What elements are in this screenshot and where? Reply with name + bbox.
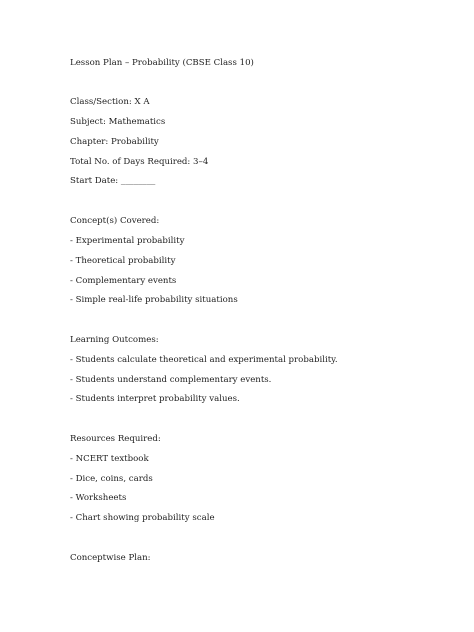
list-item: - Students calculate theoretical and experimental probability. — [70, 355, 338, 365]
total-days: Total No. of Days Required: 3–4 — [70, 157, 209, 167]
outcomes-heading: Learning Outcomes: — [70, 335, 159, 345]
list-item: - Chart showing probability scale — [70, 513, 215, 523]
list-item: - Dice, coins, cards — [70, 474, 153, 484]
list-item: - Theoretical probability — [70, 256, 176, 266]
list-item: - Students interpret probability values. — [70, 394, 240, 404]
document-title: Lesson Plan – Probability (CBSE Class 10) — [70, 58, 254, 68]
chapter: Chapter: Probability — [70, 137, 159, 147]
list-item: - Complementary events — [70, 276, 177, 286]
concepts-heading: Concept(s) Covered: — [70, 216, 160, 226]
list-item: - Worksheets — [70, 493, 127, 503]
start-date: Start Date: ________ — [70, 176, 156, 186]
list-item: - Experimental probability — [70, 236, 185, 246]
class-section: Class/Section: X A — [70, 97, 150, 107]
plan-heading: Conceptwise Plan: — [70, 553, 151, 563]
resources-heading: Resources Required: — [70, 434, 161, 444]
list-item: - Students understand complementary events. — [70, 375, 272, 385]
list-item: - NCERT textbook — [70, 454, 149, 464]
subject: Subject: Mathematics — [70, 117, 166, 127]
list-item: - Simple real-life probability situations — [70, 295, 238, 305]
